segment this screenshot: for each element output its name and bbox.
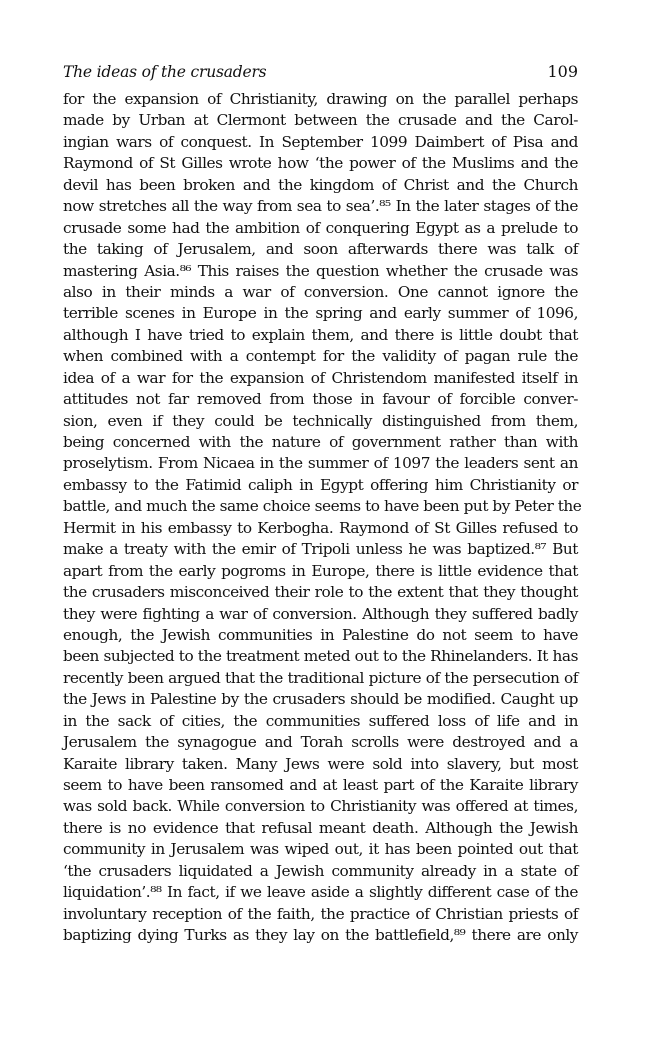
text-line: also in their minds a war of conversion. One cannot ignore the (63, 282, 578, 301)
text-line: proselytism. From Nicaea in the summer of 1097 the leaders sent an (63, 454, 578, 473)
text-line: terrible scenes in Europe in the spring and early summer of 1096, (63, 304, 578, 323)
text-line: crusade some had the ambition of conquering Egypt as a prelude to (63, 218, 578, 237)
text-line: ingian wars of conquest. In September 1099 Daimbert of Pisa and (63, 132, 578, 151)
running-header (63, 62, 578, 86)
text-line: Raymond of St Gilles wrote how ‘the power of the Muslims and the (63, 154, 578, 173)
page-number: 109 (547, 62, 578, 81)
text-line: baptizing dying Turks as they lay on the battlefield,⁸⁹ there are only (63, 926, 578, 945)
text-line: apart from the early pogroms in Europe, there is little evidence that (63, 561, 578, 580)
text-line: idea of a war for the expansion of Christendom manifested itself in (63, 368, 578, 387)
text-line: involuntary reception of the faith, the practice of Christian priests of (63, 904, 578, 923)
text-line: the crusaders misconceived their role to the extent that they thought (63, 583, 578, 602)
text-line: recently been argued that the traditional picture of the persecution of (63, 668, 578, 687)
text-line: the taking of Jerusalem, and soon afterwards there was talk of (63, 240, 578, 259)
text-line: enough, the Jewish communities in Palestine do not seem to have (63, 625, 578, 644)
text-line: now stretches all the way from sea to sea’.⁸⁵ In the later stages of the (63, 197, 578, 216)
text-line: devil has been broken and the kingdom of Christ and the Church (63, 175, 578, 194)
text-line: the Jews in Palestine by the crusaders should be modified. Caught up (63, 690, 578, 709)
text-line: made by Urban at Clermont between the crusade and the Carol- (63, 111, 578, 130)
text-line: attitudes not far removed from those in favour of forcible conver- (63, 390, 578, 409)
text-line: for the expansion of Christianity, drawing on the parallel perhaps (63, 90, 578, 108)
text-line: they were fighting a war of conversion. Although they suffered badly (63, 604, 578, 623)
text-line: Jerusalem the synagogue and Torah scrolls were destroyed and a (63, 733, 578, 752)
text-line: Karaite library taken. Many Jews were sold into slavery, but most (63, 754, 578, 773)
book-page (63, 62, 582, 947)
text-line: been subjected to the treatment meted out to the Rhinelanders. It has (63, 647, 578, 666)
text-line: there is no evidence that refusal meant death. Although the Jewish (63, 818, 578, 837)
text-line: seem to have been ransomed and at least part of the Karaite library (63, 776, 578, 794)
body-text (63, 89, 582, 947)
text-line: was sold back. While conversion to Christianity was offered at times, (63, 797, 578, 816)
running-title: The ideas of the crusaders (63, 63, 267, 81)
text-line: battle, and much the same choice seems to have been put by Peter the (63, 497, 582, 516)
text-line: liquidation’.⁸⁸ In fact, if we leave aside a slightly different case of the (63, 883, 578, 902)
text-line: ‘the crusaders liquidated a Jewish community already in a state of (63, 861, 578, 880)
text-line: when combined with a contempt for the validity of pagan rule the (63, 347, 578, 366)
text-line: Hermit in his embassy to Kerbogha. Raymond of St Gilles refused to (63, 518, 578, 537)
text-line: being concerned with the nature of government rather than with (63, 433, 578, 451)
text-line: sion, even if they could be technically distinguished from them, (63, 411, 578, 430)
text-line: community in Jerusalem was wiped out, it has been pointed out that (63, 840, 578, 859)
text-line: mastering Asia.⁸⁶ This raises the question whether the crusade was (63, 261, 578, 280)
text-line: in the sack of cities, the communities suffered loss of life and in (63, 711, 578, 730)
text-line: make a treaty with the emir of Tripoli unless he was baptized.⁸⁷ But (63, 540, 578, 559)
text-line: although I have tried to explain them, and there is little doubt that (63, 325, 578, 344)
text-line: embassy to the Fatimid caliph in Egypt offering him Christianity or (63, 475, 578, 494)
